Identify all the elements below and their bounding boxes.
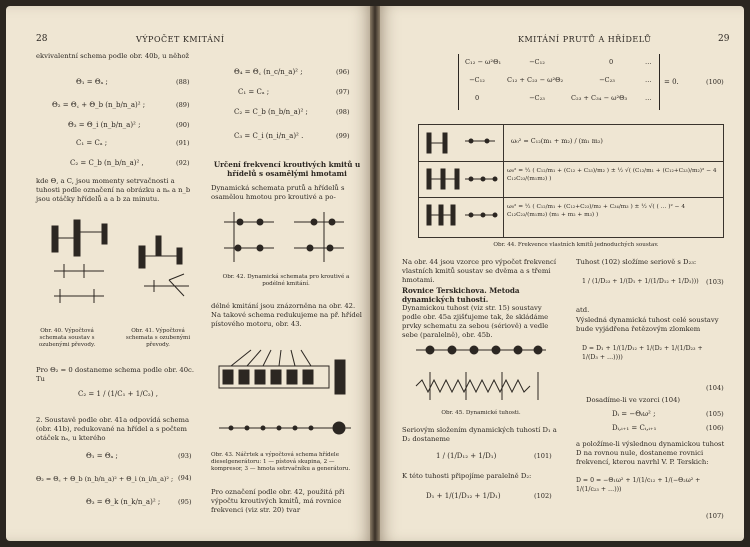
equation-number: (92) [176,159,190,167]
figure-42-drawing [214,208,354,270]
table-formula-3: ω₀² = ½ ( C₁₂/m₁ + (C₁₂+C₂₃)/m₂ + C₃₄/m₃ ) ± ½ √( ( … )² − 4 C₁₂C₂₃/(m₁m₂) (m₁ + m₂ + m₃) ) [507,204,686,218]
equation-number: (100) [706,78,724,86]
equation-number: (106) [706,424,724,432]
figure-40-41-drawing [44,216,204,326]
equation-88: Θ₁ = Θₐ ; [76,78,108,86]
book-gutter [370,6,380,541]
equation-92: C₂ = C_b (n_b/n_a)² , [70,159,144,167]
equation-97: C₁ = Cₐ ; [238,88,270,96]
equation-number: (90) [176,121,190,129]
right-running-head: KMITÁNÍ PRUTŮ A HŘÍDELŮ [518,35,652,44]
figure-42-caption: Obr. 42. Dynamická schemata pro kroutivé a podélné kmitání. [222,274,350,287]
equation-number: (91) [176,139,190,147]
left-page [6,6,374,541]
text-after-equations: kde Θ, a C, jsou momenty setrvačnosti a tuhosti podle označení na obrázku a nₐ a n_b jsou otáčky hřídelů a a b za minutu. [36,177,191,203]
equation-number: (102) [534,492,552,500]
text-col1-b: Dynamickou tuhost (viz str. 15) soustavy podle obr. 45a zjišťujeme tak, že skládáme prvky schematu za sebou (sériově) a vedle sebe (paralelně), obr. 45b. [402,304,549,339]
matrix-cell: … [645,94,652,102]
equation-105: Dᵢ = −Θᵢω² ; [612,410,656,418]
equation-95: Θ₃ = Θ_k (n_k/n_a)² ; [86,498,161,506]
frequency-table [418,124,724,238]
equation-90: Θ₃ = Θ_i (n_b/n_a)² ; [68,121,141,129]
text-col2-c: Dosadíme-li ve vzorci (104) [586,396,681,404]
equation-number: (98) [336,108,350,116]
matrix-cell: 0 [609,58,614,66]
table-schematic-drawings [421,127,501,235]
text-col1-a: Na obr. 44 jsou vzorce pro výpočet frekvencí vlastních kmitů soustav se dvěma a s třemi hmotami. [402,258,557,284]
figure-41-caption: Obr. 41. Výpočtová schemata s ozubenými převody. [125,328,191,348]
text-col2-d: a položíme-li výslednou dynamickou tuhost D na rovnou nule, dostaneme rovnici frekvencí, kterou navrhl V. P. Terskich: [576,440,725,466]
equation-96: Θ₄ = Θ꜀ (n_c/n_a)² ; [234,68,303,76]
matrix-cell: 0 [475,94,480,102]
equation-102: D₁ + 1/(1/D₁₂ + 1/D₁) [426,492,501,500]
equation-number: (89) [176,101,190,109]
text-pro: Pro Θ₂ = 0 dostaneme schema podle obr. 40c. Tu [36,366,195,383]
equation-94: Θ₂ = Θ꜀ + Θ_b (n_b/n_a)² + Θ_i (n_i/n_a)² ; [36,475,174,483]
equation-number: (103) [706,278,724,286]
text-figure-42: délné kmitání jsou znázorněna na obr. 42. Na takové schema redukujeme na př. hřídel pístového motoru, obr. 43. [211,302,362,328]
matrix-cell: C₁₂ − ω²Θ₁ [465,58,502,66]
equation-number: (88) [176,78,190,86]
equation-107: D = 0 = −Θ₁ω² + 1/(1/c₁₂ + 1/(−Θ₂ω² + 1/(1/c₂₃ + …))) [576,477,701,493]
equation-number: (96) [336,68,350,76]
equation-number: (107) [706,512,724,520]
text-col2-a: Tuhost (102) složíme seriově s D₂₃: [576,258,697,266]
left-page-number: 28 [36,34,48,44]
table-formula-2: ω₀² = ½ ( C₁₂/m₁ + (C₁₂ + C₂₃)/m₂ ) ± ½ √( (C₁₂/m₁ + (C₁₂+C₂₃)/m₂)² − 4 C₁₂C₂₃/(m₁m₂) ) [507,168,717,182]
equation-89: Θ₂ = Θ꜀ + Θ_b (n_b/n_a)² ; [52,101,146,109]
figure-43-caption: Obr. 43. Náčrtek a výpočtová schema hřídele dieselgenerátoru: 1 — pístová skupina, 2 — kompresor, 3 — hmota setrvačníku a generátoru. [211,452,351,472]
matrix-cell: C₂₃ + C₃₄ − ω²Θ₃ [571,94,628,102]
section-text: Dynamická schemata prutů a hřídelů s osamělou hmotou pro kroutivé a po- [211,184,345,201]
equation-98: C₂ = C_b (n_b/n_a)² ; [234,108,308,116]
matrix-rhs: = 0. [664,78,679,86]
equation-number: (95) [178,498,192,506]
left-running-head: VÝPOČET KMITÁNÍ [136,35,225,44]
right-page-number: 29 [718,34,730,44]
equation-101: 1 / (1/D₁₂ + 1/D₁) [436,452,497,460]
figure-45-caption: Obr. 45. Dynamické tuhosti. [441,410,521,416]
text-col1-c: Seriovým složením dynamických tuhostí D₁ a D₂ dostaneme [402,426,557,443]
text-final: Pro označení podle obr. 42, použitá při výpočtu kroutivých kmitů, má rovnice frekvenci (viz str. 20) tvar [211,488,345,514]
text-col2-b: Výsledná dynamická tuhost celé soustavy bude vyjádřena řetězovým zlomkem [576,316,719,333]
matrix-cell: … [645,76,652,84]
text-2: 2. Soustavě podle obr. 41a odpovídá schema (obr. 41b), redukované na hřídel a s počtem otáček nₐ, u kterého [36,416,189,442]
right-page [376,6,744,541]
determinant [458,54,660,110]
text-col2-atd: atd. [576,306,590,314]
equation-number: (97) [336,88,350,96]
equation-104: D = D₁ + 1/(1/D₁₂ + 1/(D₂ + 1/(1/D₂₃ + 1/(D₃ + …)))) [582,345,703,361]
equation-106: Dᵢ,ᵢ₊₁ = Cᵢ,ᵢ₊₁ [612,424,657,432]
equation-number: (104) [706,384,724,392]
equation-number: (94) [178,474,192,482]
figure-43-drawing [211,346,361,448]
text-col1-d: K této tuhosti připojíme paralelně D₂: [402,472,532,480]
heading-terskich: Rovnice Terskichova. Metoda dynamických tuhostí. [402,286,520,304]
equation-99: C₃ = C_i (n_i/n_a)² . [234,132,304,140]
equation-91: C₁ = Cₐ ; [76,139,108,147]
equation-number: (93) [178,452,192,460]
matrix-cell: … [645,58,652,66]
matrix-cell: −C₁₂ [529,58,545,66]
section-heading: Určení frekvencí kroutivých kmitů u hřídelů s osamělými hmotami [213,160,361,178]
equation-number: (101) [534,452,552,460]
equation-number: (105) [706,410,724,418]
table-formula-1: ω₀² = C₁₂(m₁ + m₂) / (m₁ m₂) [511,137,603,145]
figure-45-drawing [406,336,556,408]
matrix-cell: C₁₂ + C₂₃ − ω²Θ₂ [507,76,564,84]
equation-93: Θ₁ = Θₐ ; [86,452,118,460]
figure-40-caption: Obr. 40. Výpočtová schemata soustav s ozubenými převody. [38,328,96,348]
matrix-cell: −C₁₂ [469,76,485,84]
equation-number: (99) [336,132,350,140]
matrix-cell: −C₂₃ [529,94,545,102]
figure-44-caption: Obr. 44. Frekvence vlastních kmitů jednoduchých soustav. [493,242,659,248]
equation-103: 1 / (1/D₂₃ + 1/(D₁ + 1/(1/D₁₂ + 1/D₁))) [582,278,699,285]
equation-c2: C₂ = 1 / (1/C₁ + 1/C₂) , [78,390,158,398]
intro-text: ekvivalentní schema podle obr. 40b, u něhož [36,52,190,60]
matrix-cell: −C₂₃ [599,76,615,84]
